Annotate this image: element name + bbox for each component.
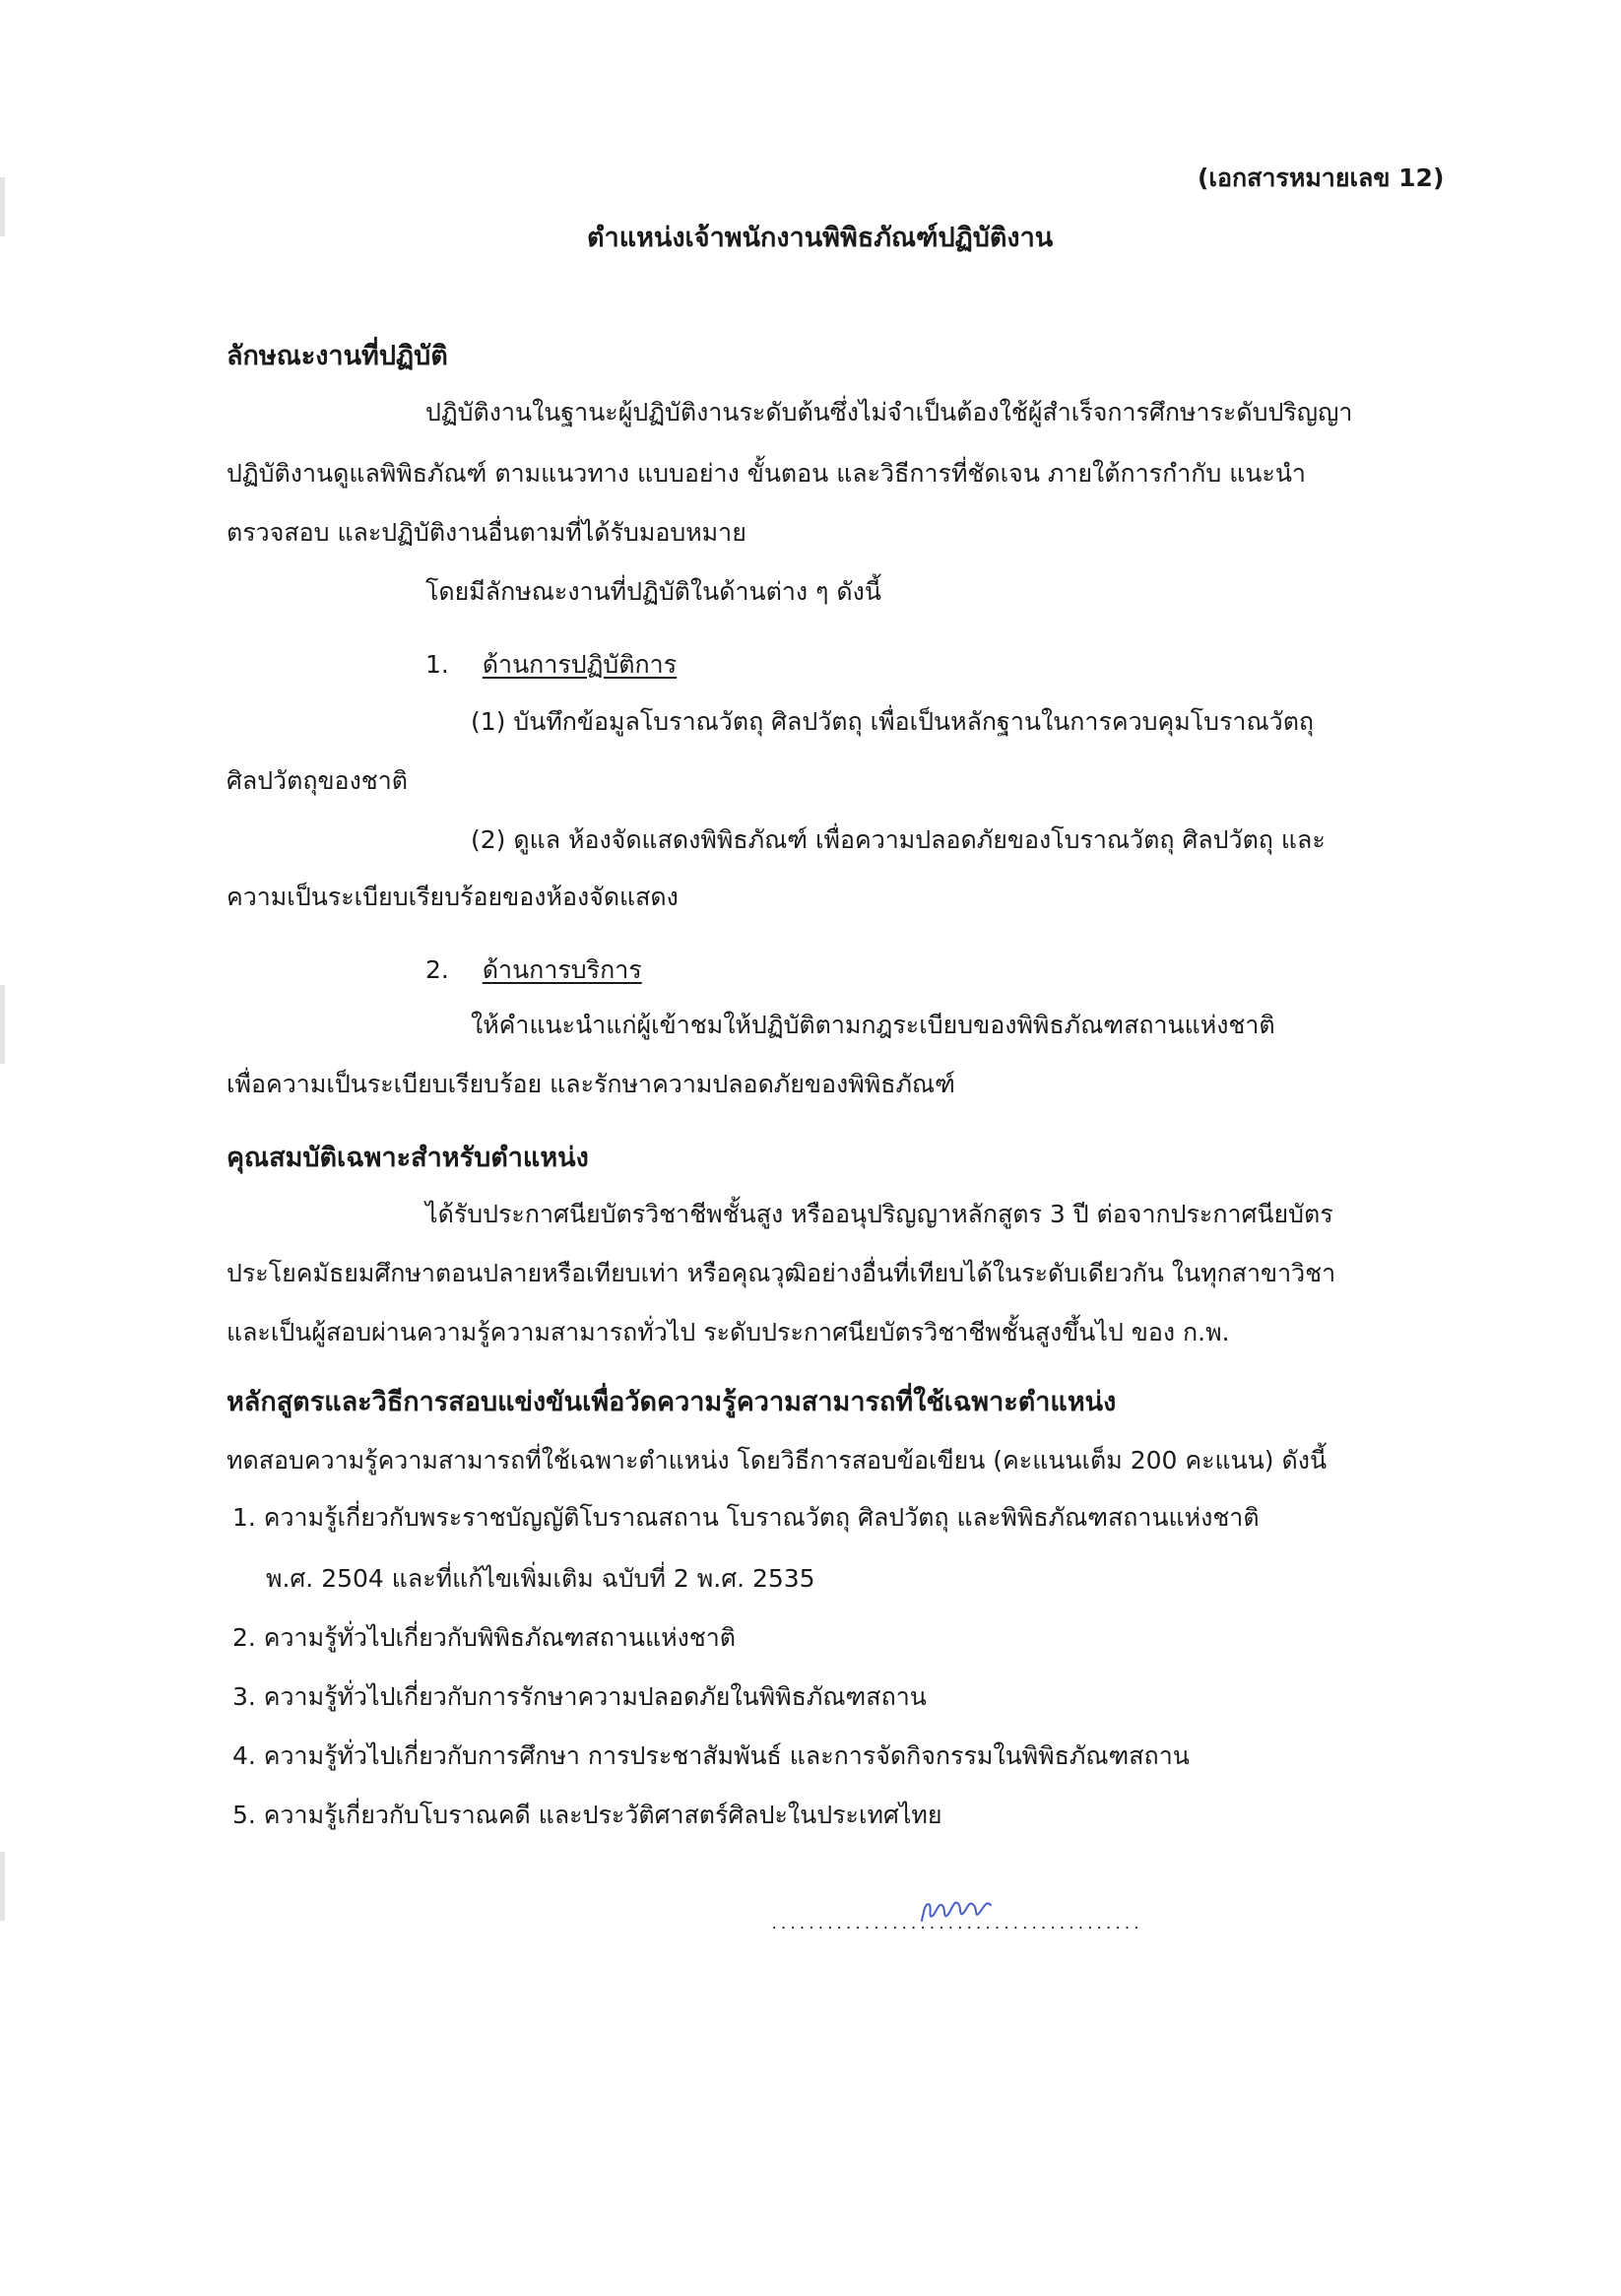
section-1-line: (1) บันทึกข้อมูลโบราณวัตถุ ศิลปวัตถุ เพื่อเป็นหลักฐานในการควบคุมโบราณวัตถุ xyxy=(471,707,1315,736)
duties-paragraph-line: ปฏิบัติงานดูแลพิพิธภัณฑ์ ตามแนวทาง แบบอย่าง ขั้นตอน และวิธีการที่ชัดเจน ภายใต้การกำกับ แนะนำ xyxy=(227,459,1306,488)
section-1-line: (2) ดูแล ห้องจัดแสดงพิพิธภัณฑ์ เพื่อความปลอดภัยของโบราณวัตถุ ศิลปวัตถุ และ xyxy=(471,825,1326,854)
signature-block xyxy=(770,1891,1142,1950)
duties-paragraph-line: โดยมีลักษณะงานที่ปฏิบัติในด้านต่าง ๆ ดังนี้ xyxy=(425,577,881,606)
duties-heading: ลักษณะงานที่ปฏิบัติ xyxy=(227,341,448,371)
exam-item: 2. ความรู้ทั่วไปเกี่ยวกับพิพิธภัณฑสถานแห่งชาติ xyxy=(232,1623,737,1652)
section-number: 2. xyxy=(425,955,449,984)
qualifications-line: ประโยคมัธยมศึกษาตอนปลายหรือเทียบเท่า หรือคุณวุฒิอย่างอื่นที่เทียบได้ในระดับเดียวกัน ในทุกสาขาวิชา xyxy=(227,1259,1336,1287)
scan-edge-mark xyxy=(0,985,5,1064)
section-1-line: ศิลปวัตถุของชาติ xyxy=(227,766,409,795)
section-2-line: ให้คำแนะนำแก่ผู้เข้าชมให้ปฏิบัติตามกฎระเบียบของพิพิธภัณฑสถานแห่งชาติ xyxy=(471,1011,1275,1039)
exam-item: 5. ความรู้เกี่ยวกับโบราณคดี และประวัติศาสตร์ศิลปะในประเทศไทย xyxy=(232,1801,942,1829)
exam-intro: ทดสอบความรู้ความสามารถที่ใช้เฉพาะตำแหน่ง โดยวิธีการสอบข้อเขียน (คะแนนเต็ม 200 คะแนน) ดังนี้ xyxy=(227,1446,1328,1475)
section-title: ด้านการบริการ xyxy=(482,955,642,984)
qualifications-line: ได้รับประกาศนียบัตรวิชาชีพชั้นสูง หรืออนุปริญญาหลักสูตร 3 ปี ต่อจากประกาศนียบัตร xyxy=(425,1200,1333,1228)
section-1-heading xyxy=(425,650,677,680)
duties-paragraph-line: ตรวจสอบ และปฏิบัติงานอื่นตามที่ได้รับมอบหมาย xyxy=(227,518,746,547)
section-title: ด้านการปฏิบัติการ xyxy=(482,650,678,679)
document-title: ตำแหน่งเจ้าพนักงานพิพิธภัณฑ์ปฏิบัติงาน xyxy=(587,223,1054,253)
scan-edge-mark xyxy=(0,1852,5,1921)
signature-dotted-line: ........................................ xyxy=(770,1917,1142,1933)
duties-paragraph-line: ปฏิบัติงานในฐานะผู้ปฏิบัติงานระดับต้นซึ่งไม่จำเป็นต้องใช้ผู้สำเร็จการศึกษาระดับปริญญา xyxy=(425,398,1353,426)
exam-item-continuation: พ.ศ. 2504 และที่แก้ไขเพิ่มเติม ฉบับที่ 2 พ.ศ. 2535 xyxy=(266,1564,815,1593)
section-2-line: เพื่อความเป็นระเบียบเรียบร้อย และรักษาความปลอดภัยของพิพิธภัณฑ์ xyxy=(227,1070,955,1098)
exam-item: 3. ความรู้ทั่วไปเกี่ยวกับการรักษาความปลอดภัยในพิพิธภัณฑสถาน xyxy=(232,1682,927,1711)
document-number: (เอกสารหมายเลข 12) xyxy=(1198,164,1445,192)
section-2-heading xyxy=(425,955,642,985)
qualifications-heading: คุณสมบัติเฉพาะสำหรับตำแหน่ง xyxy=(227,1143,589,1173)
exam-item: 1. ความรู้เกี่ยวกับพระราชบัญญัติโบราณสถาน โบราณวัตถุ ศิลปวัตถุ และพิพิธภัณฑสถานแห่งชาติ xyxy=(232,1503,1260,1532)
qualifications-line: และเป็นผู้สอบผ่านความรู้ความสามารถทั่วไป ระดับประกาศนียบัตรวิชาชีพชั้นสูงขึ้นไป ของ ก.พ. xyxy=(227,1318,1230,1346)
section-number: 1. xyxy=(425,650,449,679)
section-1-line: ความเป็นระเบียบเรียบร้อยของห้องจัดแสดง xyxy=(227,883,679,911)
exam-item: 4. ความรู้ทั่วไปเกี่ยวกับการศึกษา การประชาสัมพันธ์ และการจัดกิจกรรมในพิพิธภัณฑสถาน xyxy=(232,1741,1190,1770)
scan-edge-mark xyxy=(0,177,5,236)
handwritten-signature xyxy=(918,1891,997,1931)
exam-heading: หลักสูตรและวิธีการสอบแข่งขันเพื่อวัดความรู้ความสามารถที่ใช้เฉพาะตำแหน่ง xyxy=(227,1387,1117,1417)
